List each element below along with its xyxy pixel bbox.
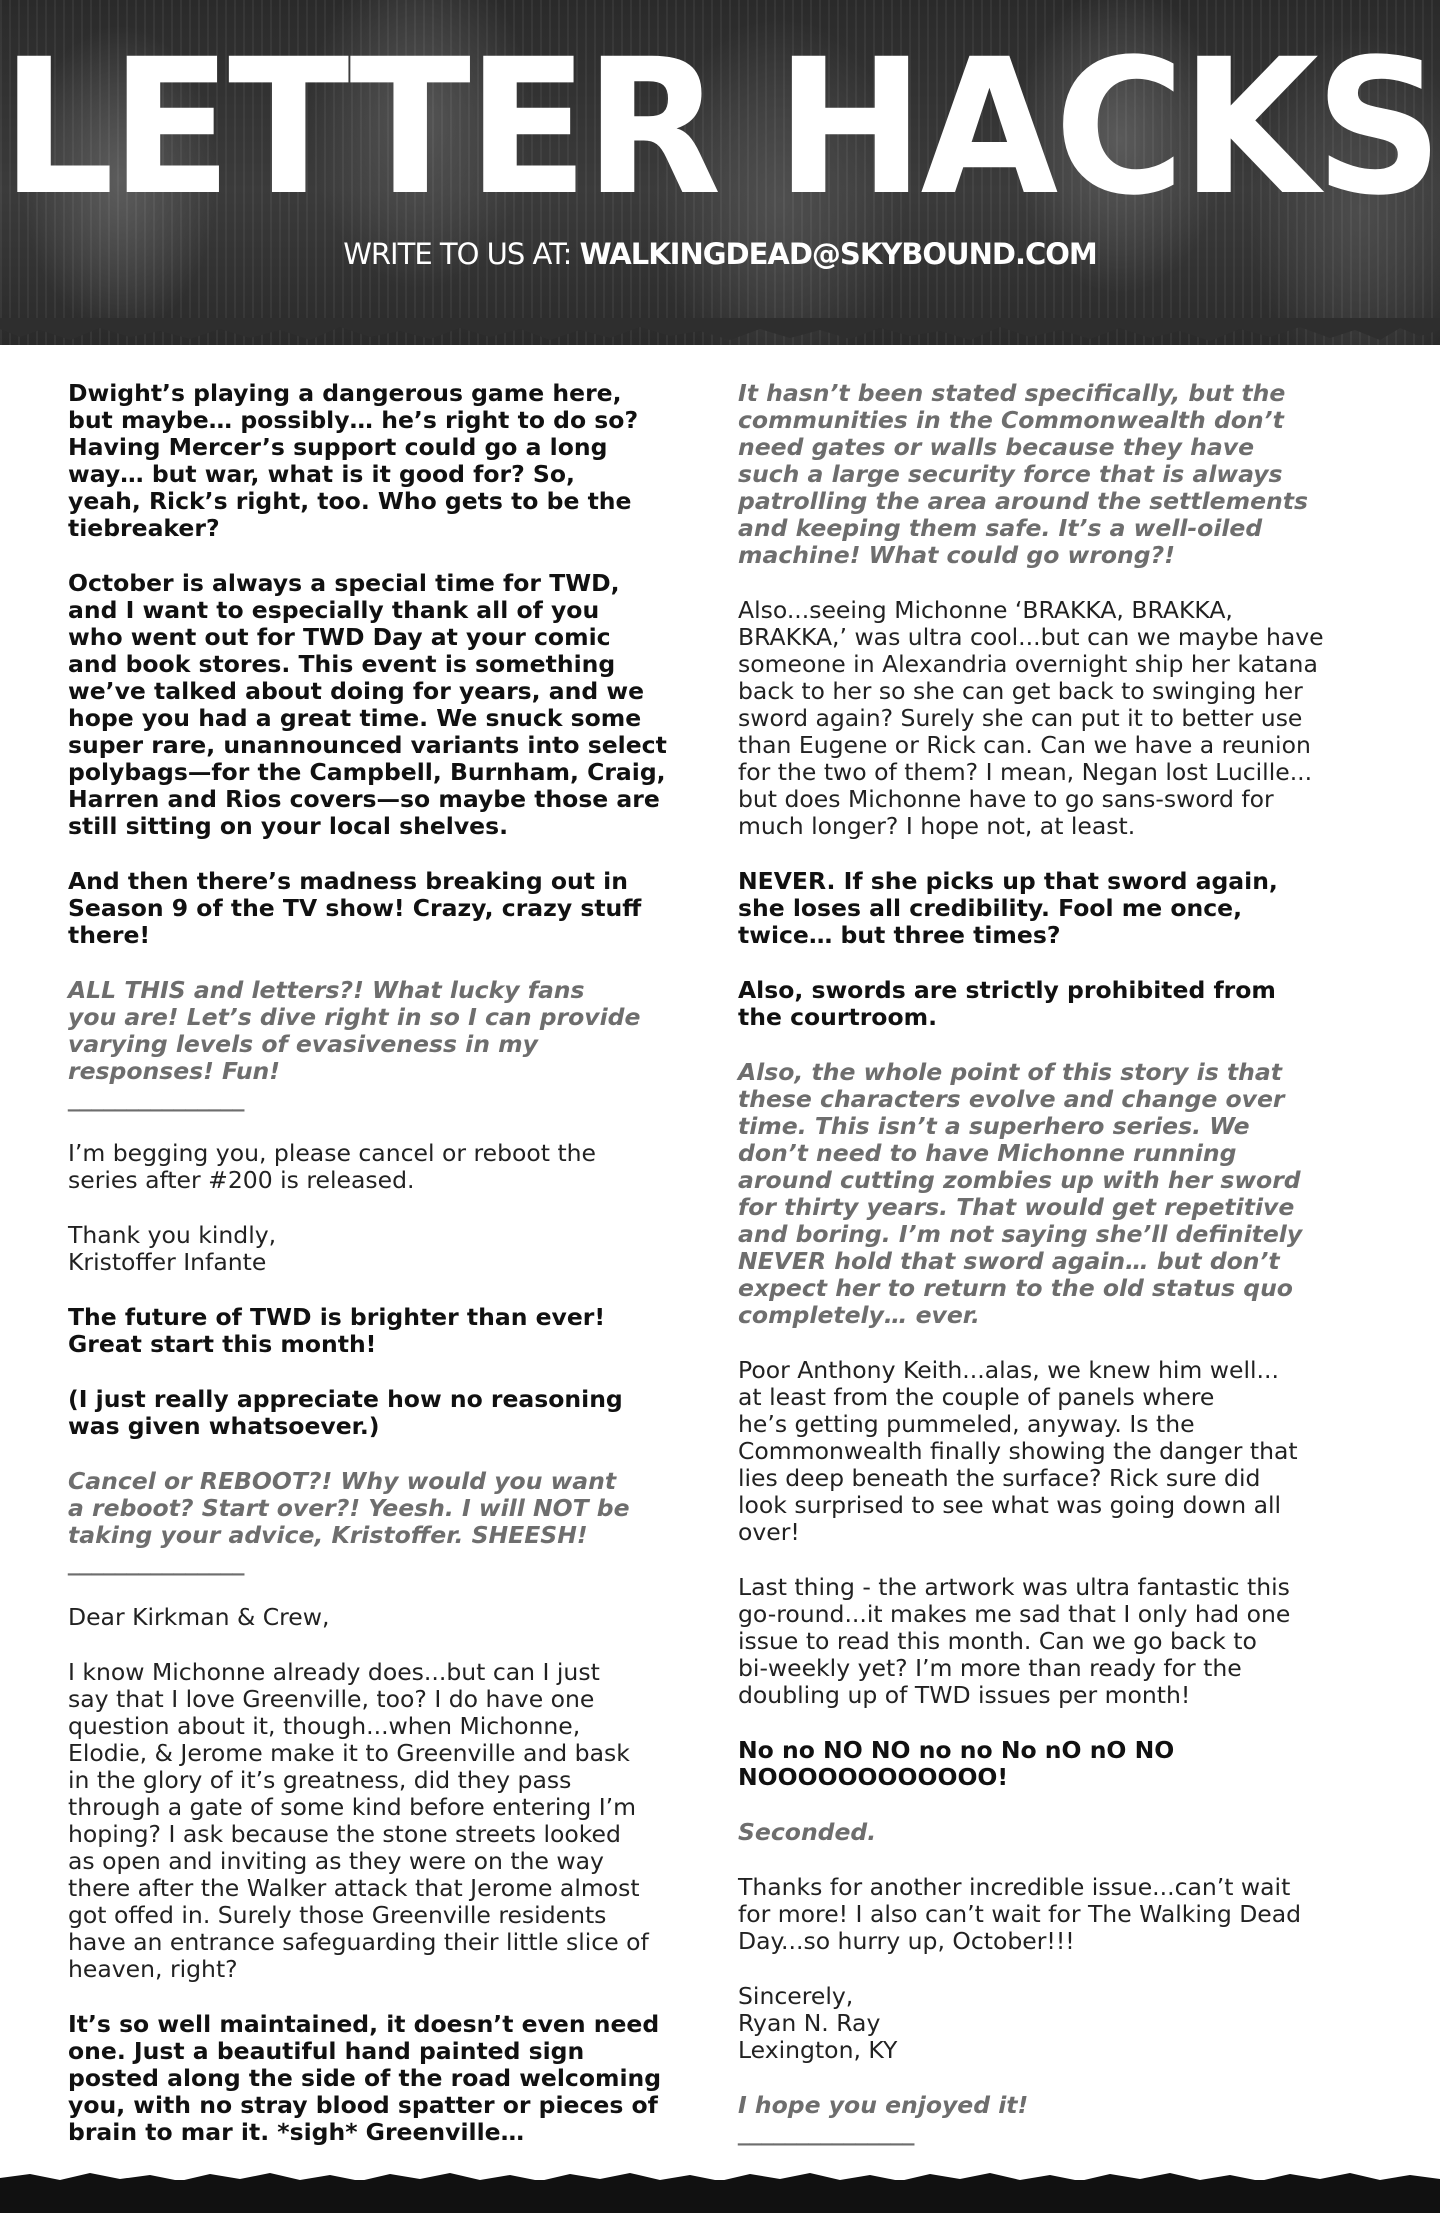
- paragraph: NEVER. If she picks up that sword again, she loses all credibility. Fool me once, twice… but three times?: [738, 867, 1278, 949]
- paragraph: Dwight’s playing a dangerous game here, but maybe… possibly… he’s right to do so? Having Mercer’s support could go a long way… but war, what is it good for? So, yeah, Rick’s right, too. Who gets to be the tiebreaker?: [68, 379, 639, 542]
- paragraph: I know Michonne already does...but can I just say that I love Greenville, too? I do have one question about it, though...when Michonne, Elodie, & Jerome make it to Greenville and bask in the glory of it’s greatness, did they pass through a gate of some kind before entering I’m hoping? I ask because the stone streets looked as open and inviting as they were on the way there after the Walker attack that Jerome almost got offed in. Surely those Greenville residents have an entrance safeguarding their little slice of heaven, right?: [68, 1658, 649, 1983]
- paragraph: It’s so well maintained, it doesn’t even need one. Just a beautiful hand painted sign posted along the side of the road welcoming you, with no stray blood spatter or pieces of brain to mar it. *sigh* Greenville…: [68, 2010, 662, 2146]
- contact-line: [0, 236, 1440, 272]
- paragraph: The future of TWD is brighter than ever! Great start this month!: [68, 1303, 606, 1358]
- contact-email[interactable]: WALKINGDEAD@SKYBOUND.COM: [579, 237, 1097, 271]
- paragraph: Last thing - the artwork was ultra fantastic this go-round...it makes me sad that I only had one issue to read this month. Can we go back to bi-weekly yet? I’m more than ready for the doubling up of TWD issues per month!: [738, 1573, 1291, 1709]
- paragraph: Thanks for another incredible issue...can’t wait for more! I also can’t wait for The Walking Dead Day...so hurry up, October!!!: [738, 1873, 1302, 1955]
- header-banner: [0, 0, 1440, 345]
- paragraph: I hope you enjoyed it! _______________: [738, 2091, 1029, 2146]
- left-column: [68, 380, 718, 2174]
- paragraph: No no NO NO no no No nO nO NO NOOOOOOOOOOOO!: [738, 1736, 1175, 1791]
- paragraph: ALL THIS and letters?! What lucky fans you are! Let’s dive right in so I can provide varying levels of evasiveness in my responses! Fun! _______________: [68, 976, 641, 1112]
- paragraph: Thank you kindly, Kristoffer Infante: [68, 1221, 277, 1276]
- torn-edge: [0, 318, 1440, 348]
- paragraph: (I just really appreciate how no reasoning was given whatsoever.): [68, 1385, 623, 1440]
- paragraph: Also, swords are strictly prohibited from the courtroom.: [738, 976, 1276, 1031]
- paragraph: Dear Kirkman & Crew,: [68, 1603, 330, 1631]
- paragraph: Cancel or REBOOT?! Why would you want a reboot? Start over?! Yeesh. I will NOT be taking your advice, Kristoffer. SHEESH! _______________: [68, 1467, 630, 1576]
- paragraph: Poor Anthony Keith...alas, we knew him well... at least from the couple of panels where he’s getting pummeled, anyway. Is the Commonwealth finally showing the danger that lies deep beneath the surface? Rick sure did look surprised to see what was going down all over!: [738, 1356, 1298, 1546]
- paragraph: Seconded.: [738, 1818, 877, 1846]
- paragraph: It hasn’t been stated specifically, but the communities in the Commonwealth don’t need gates or walls because they have such a large security force that is always patrolling the area around the settlements and keeping them safe. It’s a well-oiled machine! What could go wrong?!: [738, 379, 1308, 569]
- page-title: LETTER HACKS: [0, 18, 1440, 237]
- contact-prefix: WRITE TO US AT:: [343, 237, 580, 271]
- paragraph: Also, the whole point of this story is that these characters evolve and change over time. This isn’t a superhero series. We don’t need to have Michonne running around cutting zombies up with her sword for thirty years. That would get repetitive and boring. I’m not saying she’ll definitely NEVER hold that sword again… but don’t expect her to return to the old status quo completely… ever.: [738, 1058, 1303, 1329]
- paragraph: Also...seeing Michonne ‘BRAKKA, BRAKKA, BRAKKA,’ was ultra cool...but can we maybe have someone in Alexandria overnight ship her katana back to her so she can get back to swinging her sword again? Surely she can put it to better use than Eugene or Rick can. Can we have a reunion for the two of them? I mean, Negan lost Lucille... but does Michonne have to go sans-sword for much longer? I hope not, at least.: [738, 596, 1324, 840]
- paragraph: Sincerely, Ryan N. Ray Lexington, KY: [738, 1982, 898, 2064]
- paragraph: I’m begging you, please cancel or reboot the series after #200 is released.: [68, 1139, 597, 1194]
- right-column: [738, 380, 1388, 2174]
- paragraph: October is always a special time for TWD, and I want to especially thank all of you who went out for TWD Day at your comic and book stores. This event is something we’ve talked about doing for years, and we hope you had a great time. We snuck some super rare, unannounced variants into select polybags—for the Campbell, Burnham, Craig, Harren and Rios covers—so maybe those are still sitting on your local shelves.: [68, 569, 667, 840]
- paragraph: And then there’s madness breaking out in Season 9 of the TV show! Crazy, crazy stuff there!: [68, 867, 642, 949]
- footer-bar: [0, 2180, 1440, 2213]
